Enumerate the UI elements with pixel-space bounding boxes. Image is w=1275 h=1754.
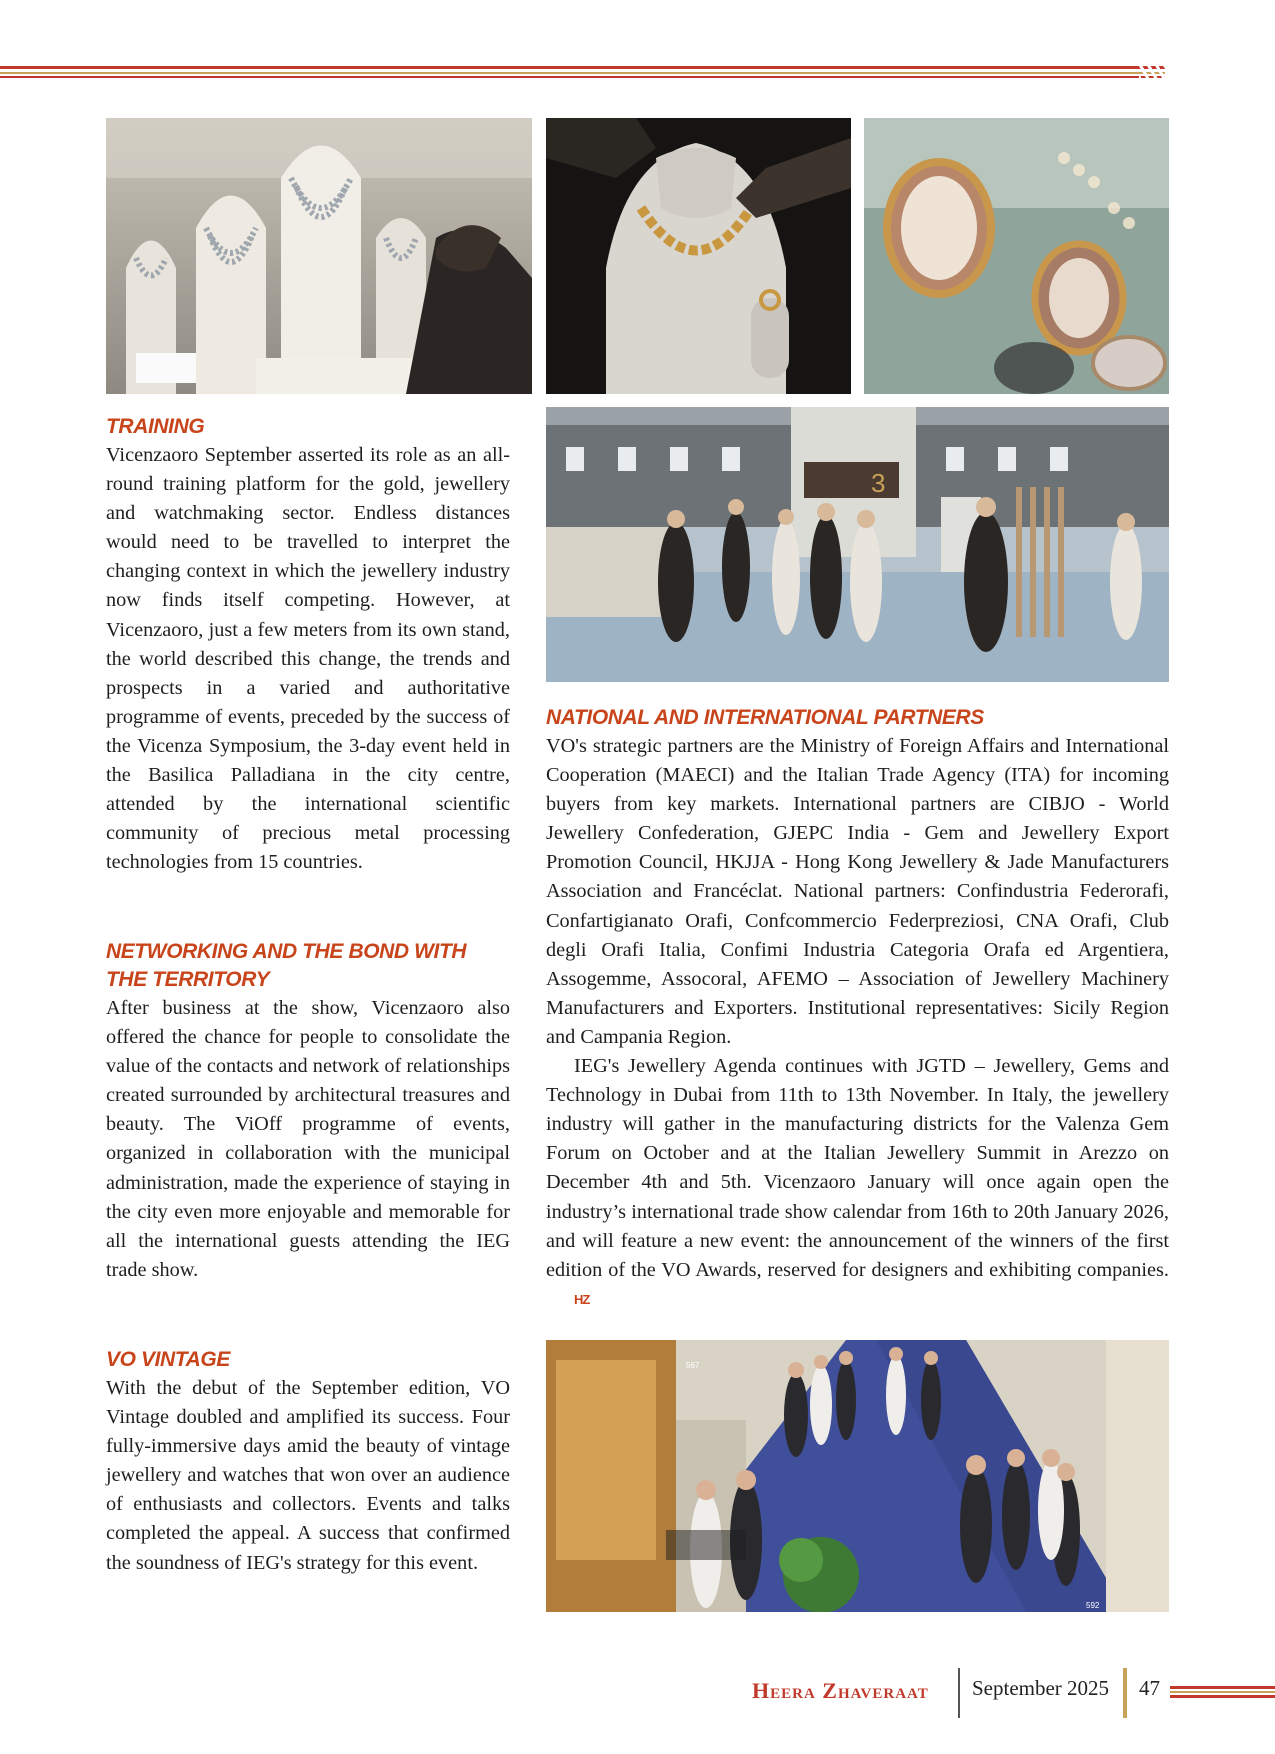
- section-partners: [546, 704, 1169, 1315]
- section-heading-networking: [106, 938, 510, 994]
- photo-pearl-necklaces-display: [106, 118, 532, 394]
- partners-paragraph-1: VO's strategic partners are the Ministry of Foreign Affairs and International Cooperation (MAECI) and the Italian Trade Agency (ITA) for incoming buyers from key markets. International partners are CIBJO - World Jewellery Confederation, GJEPC India - Gem and Jewellery Export Promotion Council, HKJJA - Hong Kong Jewellery & Jade Manufacturers Association and Francéclat. National partners: Confindustria Federorafi, Confartigianato Orafi, Confcommercio Federpreziosi, CNA Orafi, Club degli Orafi Italia, Confimi Industria Categoria Orafa ed Argentiera, Assogemme, Assocoral, AFEMO – Association of Jewellery Machinery Manufacturers and Exporters. Institutional representatives: Sicily Region and Campania Region.: [546, 735, 1169, 1048]
- networking-heading-line-2: THE TERRITORY: [106, 968, 270, 991]
- entrance-sign-number: 3: [871, 468, 886, 498]
- hz-end-mark: HZ: [574, 1291, 590, 1307]
- page-footer: [752, 1668, 1275, 1720]
- photo-pavilion-entrance: [546, 407, 1169, 682]
- photo-exhibition-hall-crowd: [546, 1340, 1169, 1612]
- section-networking: [106, 938, 510, 1285]
- footer-separator: [958, 1668, 960, 1718]
- section-heading-partners: NATIONAL AND INTERNATIONAL PARTNERS: [546, 706, 984, 729]
- footer-brand: Heera Zhaveraat: [752, 1678, 929, 1703]
- hall-marker-b: 592: [1086, 1601, 1100, 1610]
- networking-paragraph: After business at the show, Vicenzaoro also offered the chance for people to consolidate the value of the contacts and network of relationships created surrounded by architectural treasures and beauty. The ViOff programme of events, organized in collaboration with the municipal administration, made the experience of staying in the city even more enjoyable and memorable for all the international guests attending the IEG trade show.: [106, 997, 510, 1281]
- networking-heading-line-1: NETWORKING AND THE BOND WITH: [106, 940, 467, 963]
- section-heading-training: TRAINING: [106, 415, 205, 438]
- footer-date: September 2025: [972, 1676, 1110, 1700]
- hall-marker-a: 567: [686, 1361, 700, 1370]
- top-decorative-rule: [0, 66, 1165, 78]
- partners-paragraph-2-text: IEG's Jewellery Agenda continues with JGTD – Jewellery, Gems and Technology in Dubai from 11th to 13th November. In Italy, the jewellery industry will gather in the manufacturing districts for the Valenza Gem Forum on October and at the Italian Jewellery Summit in Arezzo on December 4th and 5th. Vicenzaoro January will once again open the industry’s international trade show calendar from 16th to 20th January 2026, and will feature a new event: the announcement of the winners of the first edition of the VO Awards, reserved for designers and exhibiting companies.: [546, 1055, 1169, 1281]
- partners-paragraph-2: [546, 1052, 1169, 1315]
- vintage-paragraph: With the debut of the September edition, VO Vintage doubled and amplified its success. Four fully-immersive days amid the beauty of vintage jewellery and watches that won over an audience of enthusiasts and collectors. Events and talks completed the appeal. A success that confirmed the soundness of IEG's strategy for this event.: [106, 1377, 510, 1574]
- section-heading-vo-vintage: VO VINTAGE: [106, 1348, 230, 1371]
- page-number: 47: [1139, 1676, 1160, 1700]
- section-vo-vintage: [106, 1346, 510, 1578]
- footer-gold-separator: [1123, 1668, 1127, 1718]
- section-training: [106, 413, 510, 877]
- photo-gold-necklace-on-bust: [546, 118, 851, 394]
- photo-cameo-rings: [864, 118, 1169, 394]
- training-paragraph: Vicenzaoro September asserted its role as an all-round training platform for the gold, jewellery and watchmaking sector. Endless distances would need to be travelled to interpret the changing context in which the jewellery industry now finds itself competing. However, at Vicenzaoro, just a few meters from its own stand, the world described this change, the trends and prospects in a varied and authoritative programme of events, preceded by the success of the Vicenza Symposium, the 3-day event held in the Basilica Palladiana in the city centre, attended by the international scientific community of precious metal processing technologies from 15 countries.: [106, 444, 510, 874]
- footer-decorative-rule: [1170, 1686, 1275, 1698]
